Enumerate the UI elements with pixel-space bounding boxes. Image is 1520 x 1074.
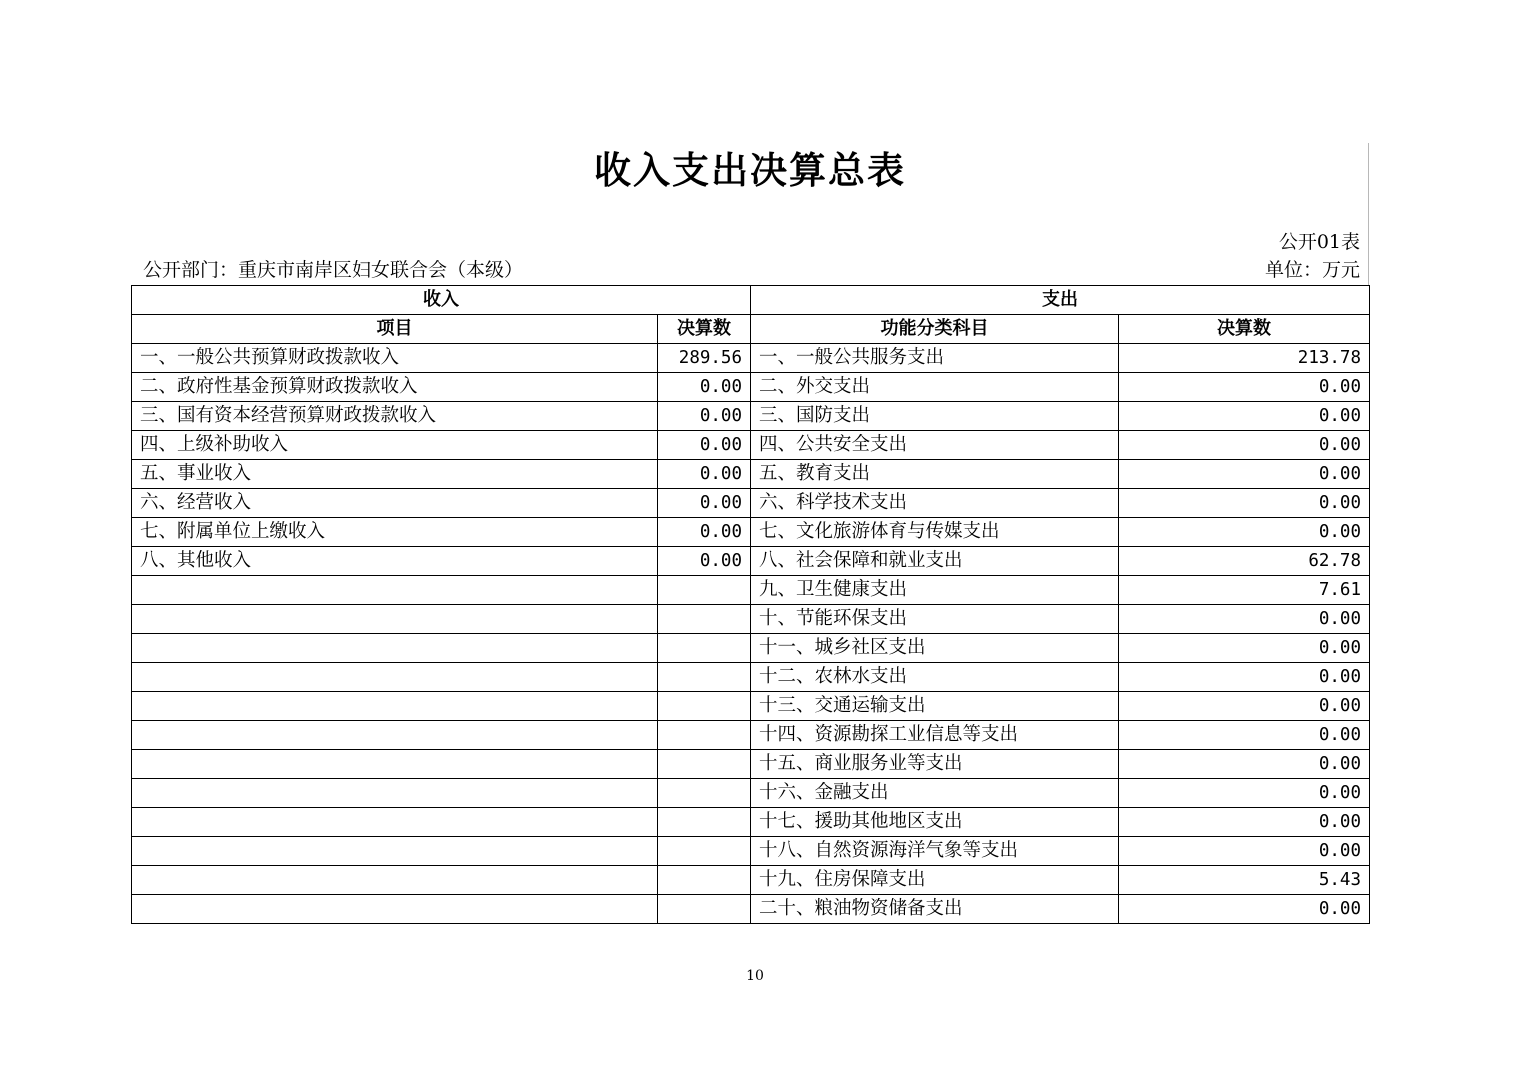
- income-amount-cell: [658, 866, 751, 895]
- table-row: [132, 808, 1370, 837]
- department-label: 公开部门：重庆市南岸区妇女联合会（本级）: [143, 259, 524, 281]
- income-item-cell: [132, 750, 658, 779]
- expense-item-cell: 十九、住房保障支出: [751, 866, 1119, 895]
- section-header-row: [132, 286, 1370, 315]
- income-amount-cell: 0.00: [658, 489, 751, 518]
- expense-item-cell: 十一、城乡社区支出: [751, 634, 1119, 663]
- table-row: [132, 634, 1370, 663]
- page-number: 10: [746, 968, 764, 984]
- income-item-cell: [132, 692, 658, 721]
- expense-item-cell: 二十、粮油物资储备支出: [751, 895, 1119, 924]
- income-item-cell: 八、其他收入: [132, 547, 658, 576]
- expense-amount-cell: 0.00: [1119, 373, 1370, 402]
- income-amount-cell: [658, 605, 751, 634]
- expense-item-cell: 十三、交通运输支出: [751, 692, 1119, 721]
- income-item-cell: 二、政府性基金预算财政拨款收入: [132, 373, 658, 402]
- table-row: [132, 460, 1370, 489]
- expense-item-cell: 十二、农林水支出: [751, 663, 1119, 692]
- expense-item-cell: 十八、自然资源海洋气象等支出: [751, 837, 1119, 866]
- col-header-income-amount: 决算数: [658, 315, 751, 344]
- table-row: [132, 547, 1370, 576]
- expense-amount-cell: 0.00: [1119, 489, 1370, 518]
- expense-amount-cell: 62.78: [1119, 547, 1370, 576]
- expense-item-cell: 七、文化旅游体育与传媒支出: [751, 518, 1119, 547]
- income-item-cell: 五、事业收入: [132, 460, 658, 489]
- table-row: [132, 692, 1370, 721]
- table-row: [132, 402, 1370, 431]
- income-item-cell: [132, 663, 658, 692]
- expense-amount-cell: 0.00: [1119, 431, 1370, 460]
- table-row: [132, 721, 1370, 750]
- expense-amount-cell: 5.43: [1119, 866, 1370, 895]
- income-amount-cell: 0.00: [658, 460, 751, 489]
- expense-item-cell: 十七、援助其他地区支出: [751, 808, 1119, 837]
- expense-amount-cell: 0.00: [1119, 605, 1370, 634]
- table-row: [132, 344, 1370, 373]
- income-amount-cell: [658, 576, 751, 605]
- income-amount-cell: [658, 808, 751, 837]
- income-amount-cell: [658, 750, 751, 779]
- table-row: [132, 663, 1370, 692]
- income-amount-cell: [658, 692, 751, 721]
- expense-item-cell: 十、节能环保支出: [751, 605, 1119, 634]
- expense-item-cell: 六、科学技术支出: [751, 489, 1119, 518]
- income-item-cell: [132, 721, 658, 750]
- col-header-item: 项目: [132, 315, 658, 344]
- expense-amount-cell: 0.00: [1119, 779, 1370, 808]
- income-item-cell: 三、国有资本经营预算财政拨款收入: [132, 402, 658, 431]
- expense-item-cell: 一、一般公共服务支出: [751, 344, 1119, 373]
- expense-section-header: 支出: [751, 286, 1370, 315]
- column-header-row: [132, 315, 1370, 344]
- expense-amount-cell: 0.00: [1119, 895, 1370, 924]
- income-item-cell: 一、一般公共预算财政拨款收入: [132, 344, 658, 373]
- col-header-category: 功能分类科目: [751, 315, 1119, 344]
- income-amount-cell: [658, 634, 751, 663]
- table-row: [132, 750, 1370, 779]
- income-amount-cell: [658, 663, 751, 692]
- income-amount-cell: 0.00: [658, 402, 751, 431]
- unit-label: 单位：万元: [1264, 259, 1360, 281]
- income-item-cell: 四、上级补助收入: [132, 431, 658, 460]
- expense-amount-cell: 0.00: [1119, 460, 1370, 489]
- table-row: [132, 373, 1370, 402]
- budget-table: [131, 285, 1370, 924]
- income-amount-cell: 0.00: [658, 518, 751, 547]
- income-item-cell: [132, 634, 658, 663]
- table-body: [132, 344, 1370, 924]
- income-item-cell: [132, 576, 658, 605]
- expense-item-cell: 四、公共安全支出: [751, 431, 1119, 460]
- income-item-cell: 六、经营收入: [132, 489, 658, 518]
- table-row: [132, 431, 1370, 460]
- income-amount-cell: [658, 779, 751, 808]
- expense-amount-cell: 0.00: [1119, 518, 1370, 547]
- expense-amount-cell: 0.00: [1119, 750, 1370, 779]
- table-row: [132, 779, 1370, 808]
- income-amount-cell: 0.00: [658, 373, 751, 402]
- income-item-cell: 七、附属单位上缴收入: [132, 518, 658, 547]
- income-item-cell: [132, 808, 658, 837]
- income-item-cell: [132, 779, 658, 808]
- table-row: [132, 605, 1370, 634]
- income-amount-cell: [658, 721, 751, 750]
- income-amount-cell: 289.56: [658, 344, 751, 373]
- expense-item-cell: 八、社会保障和就业支出: [751, 547, 1119, 576]
- expense-item-cell: 十六、金融支出: [751, 779, 1119, 808]
- expense-item-cell: 十五、商业服务业等支出: [751, 750, 1119, 779]
- income-item-cell: [132, 837, 658, 866]
- expense-amount-cell: 213.78: [1119, 344, 1370, 373]
- income-amount-cell: [658, 837, 751, 866]
- expense-amount-cell: 0.00: [1119, 402, 1370, 431]
- income-section-header: 收入: [132, 286, 751, 315]
- income-item-cell: [132, 605, 658, 634]
- expense-amount-cell: 0.00: [1119, 692, 1370, 721]
- table-row: [132, 518, 1370, 547]
- expense-amount-cell: 0.00: [1119, 634, 1370, 663]
- expense-amount-cell: 0.00: [1119, 721, 1370, 750]
- form-number: 公开01表: [1278, 231, 1360, 253]
- expense-amount-cell: 0.00: [1119, 663, 1370, 692]
- income-amount-cell: 0.00: [658, 431, 751, 460]
- table-row: [132, 837, 1370, 866]
- col-header-expense-amount: 决算数: [1119, 315, 1370, 344]
- expense-item-cell: 九、卫生健康支出: [751, 576, 1119, 605]
- table-row: [132, 866, 1370, 895]
- table-row: [132, 576, 1370, 605]
- expense-item-cell: 五、教育支出: [751, 460, 1119, 489]
- expense-item-cell: 二、外交支出: [751, 373, 1119, 402]
- expense-amount-cell: 0.00: [1119, 837, 1370, 866]
- expense-amount-cell: 0.00: [1119, 808, 1370, 837]
- income-amount-cell: 0.00: [658, 547, 751, 576]
- table-row: [132, 489, 1370, 518]
- table-row: [132, 895, 1370, 924]
- page-title: 收入支出决算总表: [594, 149, 906, 192]
- income-item-cell: [132, 866, 658, 895]
- income-item-cell: [132, 895, 658, 924]
- expense-item-cell: 十四、资源勘探工业信息等支出: [751, 721, 1119, 750]
- expense-amount-cell: 7.61: [1119, 576, 1370, 605]
- income-amount-cell: [658, 895, 751, 924]
- expense-item-cell: 三、国防支出: [751, 402, 1119, 431]
